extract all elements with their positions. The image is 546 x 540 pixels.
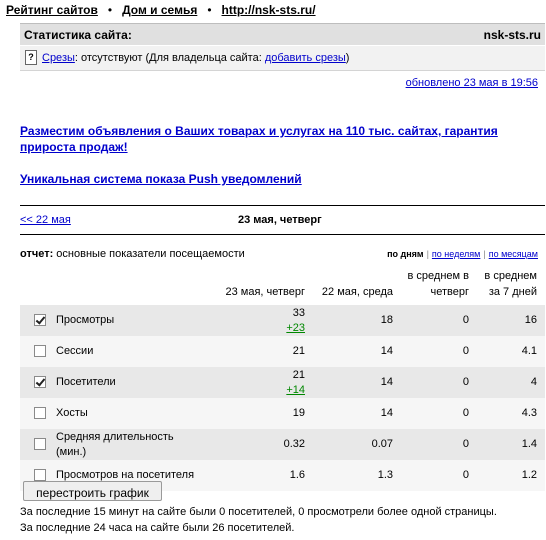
- slices-close: ): [345, 52, 350, 64]
- mode-separator: |: [426, 249, 429, 259]
- rebuild-chart-button[interactable]: перестроить график: [23, 481, 162, 501]
- metric-avg-thursday: 0: [401, 367, 477, 398]
- report-label-title: отчет:: [20, 248, 54, 260]
- table-row: [20, 336, 545, 367]
- metric-today: [209, 367, 313, 398]
- footer-line-15min: За последние 15 минут на сайте были 0 посетителей, 0 просмотрели более одной страницы.: [20, 506, 497, 518]
- site-stats-label: Статистика сайта:: [24, 28, 132, 42]
- header-yesterday: 22 мая, среда: [321, 286, 393, 298]
- stats-body: [20, 305, 545, 491]
- metric-avg-thursday: 0: [401, 429, 477, 460]
- metric-name: Просмотры: [56, 305, 209, 336]
- metric-checkbox[interactable]: [34, 469, 46, 481]
- table-row: [20, 367, 545, 398]
- metric-avg-thursday: 0: [401, 460, 477, 491]
- metric-yesterday: 1.3: [313, 460, 401, 491]
- breadcrumb-separator: •: [207, 3, 212, 17]
- metric-checkbox[interactable]: [34, 376, 46, 388]
- metric-avg-7days: 1.2: [477, 460, 545, 491]
- metric-name: Средняя длительность (мин.): [56, 429, 209, 460]
- metric-checkbox[interactable]: [34, 438, 46, 450]
- mode-by-week[interactable]: по неделям: [431, 249, 481, 259]
- prev-day-link[interactable]: << 22 мая: [20, 214, 71, 226]
- add-slices-link[interactable]: добавить срезы: [264, 52, 346, 64]
- metric-today: [209, 336, 313, 367]
- promo-ad-1: [20, 123, 535, 155]
- table-row: [20, 429, 545, 460]
- header-avg-7days: в среднем за 7 дней: [484, 270, 537, 298]
- help-icon[interactable]: ?: [25, 50, 37, 65]
- header-today: 23 мая, четверг: [225, 286, 305, 298]
- metric-today: [209, 398, 313, 429]
- slices-row: [20, 46, 545, 71]
- divider: [20, 205, 545, 206]
- stats-table: [20, 263, 545, 491]
- slices-link[interactable]: Срезы: [42, 52, 75, 64]
- metric-checkbox-cell: [20, 367, 56, 398]
- table-row: [20, 398, 545, 429]
- metric-checkbox-cell: [20, 305, 56, 336]
- metric-today-delta[interactable]: +23: [286, 321, 305, 334]
- metric-checkbox[interactable]: [34, 314, 46, 326]
- header-checkbox-col: [20, 263, 56, 305]
- metric-name: Посетители: [56, 367, 209, 398]
- metric-today: [209, 305, 313, 336]
- updated-info: [406, 77, 538, 89]
- footer-line-24h: За последние 24 часа на сайте были 26 посетителей.: [20, 522, 295, 534]
- promo-ad-2: [20, 171, 535, 187]
- metric-yesterday: 0.07: [313, 429, 401, 460]
- metric-today-value: 0.32: [283, 438, 305, 450]
- metric-avg-7days: 4: [477, 367, 545, 398]
- metric-avg-7days: 4.3: [477, 398, 545, 429]
- metric-today: [209, 460, 313, 491]
- mode-by-month[interactable]: по месяцам: [488, 249, 538, 259]
- metric-checkbox[interactable]: [34, 345, 46, 357]
- report-label: [20, 248, 245, 260]
- site-stats-bar: [20, 23, 545, 45]
- metric-avg-thursday: 0: [401, 305, 477, 336]
- metric-today-value: 21: [292, 345, 305, 357]
- promo-ad-2-link[interactable]: Уникальная система показа Push уведомлений: [20, 172, 302, 186]
- metric-yesterday: 14: [313, 367, 401, 398]
- table-header-row: [20, 263, 545, 305]
- metric-avg-thursday: 0: [401, 336, 477, 367]
- metric-checkbox-cell: [20, 336, 56, 367]
- metric-name: Просмотров на посетителя: [56, 460, 209, 491]
- metric-avg-7days: 1.4: [477, 429, 545, 460]
- promo-ad-1-link[interactable]: Разместим объявления о Ваших товарах и услугах на 110 тыс. сайтах, гарантия прироста продаж!: [20, 124, 498, 154]
- mode-separator: |: [483, 249, 486, 259]
- metric-name: Хосты: [56, 398, 209, 429]
- date-nav-prev: [20, 214, 71, 226]
- breadcrumb-separator: •: [107, 3, 113, 17]
- header-avg-thursday: в среднем в четверг: [407, 270, 469, 298]
- mode-by-day[interactable]: по дням: [387, 249, 424, 259]
- table-row: [20, 305, 545, 336]
- metric-avg-7days: 16: [477, 305, 545, 336]
- slices-text: [42, 52, 349, 64]
- metric-avg-7days: 4.1: [477, 336, 545, 367]
- metric-today-delta[interactable]: +14: [286, 383, 305, 396]
- current-date: 23 мая, четверг: [238, 214, 322, 226]
- breadcrumb-rating[interactable]: Рейтинг сайтов: [6, 3, 98, 17]
- metric-name: Сессии: [56, 336, 209, 367]
- metric-yesterday: 14: [313, 398, 401, 429]
- divider: [20, 234, 545, 235]
- metric-checkbox-cell: [20, 398, 56, 429]
- metric-today-value: 33: [292, 306, 305, 319]
- updated-link[interactable]: обновлено 23 мая в 19:56: [405, 77, 538, 89]
- period-modes: [387, 249, 538, 259]
- breadcrumb-site-url[interactable]: http://nsk-sts.ru/: [221, 3, 316, 17]
- metric-today-value: 1.6: [289, 469, 305, 481]
- metric-checkbox-cell: [20, 429, 56, 460]
- slices-status: : отсутствуют (Для владельца сайта:: [74, 52, 265, 64]
- metric-yesterday: 14: [313, 336, 401, 367]
- metric-yesterday: 18: [313, 305, 401, 336]
- header-name-col: [56, 263, 209, 305]
- breadcrumb-category[interactable]: Дом и семья: [122, 3, 198, 17]
- site-name: nsk-sts.ru: [483, 28, 541, 42]
- metric-avg-thursday: 0: [401, 398, 477, 429]
- metric-checkbox[interactable]: [34, 407, 46, 419]
- breadcrumb: [6, 3, 316, 17]
- metric-today-value: 19: [292, 407, 305, 419]
- metric-today: [209, 429, 313, 460]
- metric-today-value: 21: [292, 368, 305, 381]
- report-description: основные показатели посещаемости: [53, 248, 245, 260]
